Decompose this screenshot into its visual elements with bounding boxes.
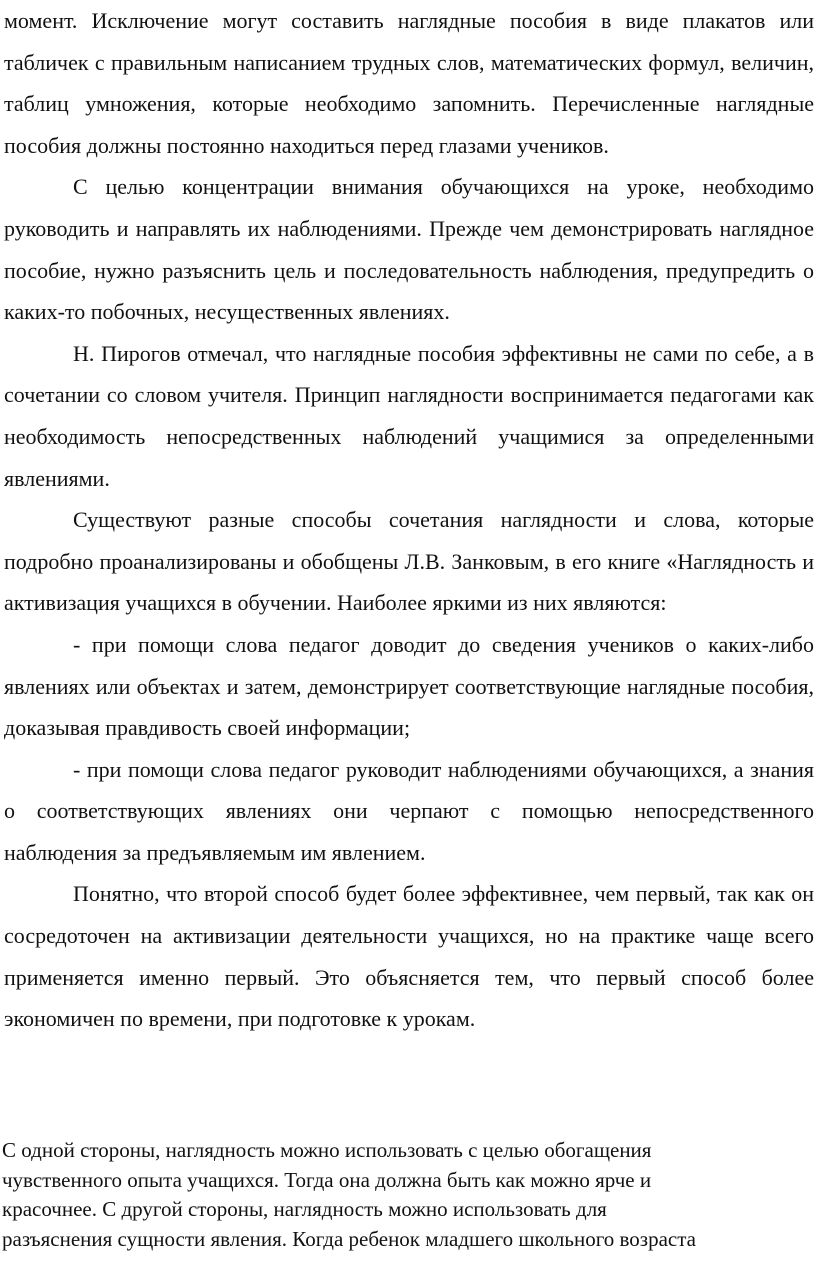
main-text-block — [4, 0, 814, 1040]
paragraph-continuation: момент. Исключение могут составить наглядные пособия в виде плакатов или табличек с правильным написанием трудных слов, математических формул, величин, таблиц умножения, которые необходимо запомнить. Перечисленные наглядные пособия должны постоянно находиться перед глазами учеников. — [4, 8, 814, 158]
tail-line: С одной стороны, наглядность можно использовать с целью обогащения — [2, 1138, 652, 1162]
tail-line: разъяснения сущности явления. Когда ребенок младшего школьного возраста — [2, 1226, 696, 1251]
tail-line: чувственного опыта учащихся. Тогда она должна быть как можно ярче и — [2, 1167, 652, 1192]
list-item-method-two: - при помощи слова педагог руководит наблюдениями обучающихся, а знания о соответствующих явлениях они черпают с помощью непосредственного наблюдения за предъявляемым им явлением. — [4, 756, 814, 865]
paragraph-concentration: С целью концентрации внимания обучающихся на уроке, необходимо руководить и направлять их наблюдениями. Прежде чем демонстрировать наглядное пособие, нужно разъяснить цель и последовательность наблюдения, предупредить о каких-то побочных, несущественных явлениях. — [4, 174, 814, 325]
paragraph-pirogov: Н. Пирогов отмечал, что наглядные пособия эффективны не сами по себе, а в сочетании со словом учителя. Принцип наглядности воспринимается педагогами как необходимость непосредственных наблюдений учащимися за определенными явлениями. — [4, 340, 814, 491]
list-item-method-one: - при помощи слова педагог доводит до сведения учеников о каких-либо явлениях или объектах и затем, демонстрирует соответствующие наглядные пособия, доказывая правдивость своей информации; — [4, 631, 814, 741]
tail-line: красочнее. С другой стороны, наглядность можно использовать для — [2, 1197, 607, 1221]
tail-text-block — [2, 1136, 814, 1254]
paragraph-comparison: Понятно, что второй способ будет более эффективнее, чем первый, так как он сосредоточен на активизации деятельности учащихся, но на практике чаще всего применяется именно первый. Это объясняется тем, что первый способ более экономичен по времени, при подготовке к урокам. — [4, 881, 814, 1032]
paragraph-zankov: Существуют разные способы сочетания наглядности и слова, которые подробно проанализированы и обобщены Л.В. Занковым, в его книге «Наглядность и активизация учащихся в обучении. Наиболее яркими из них являются: — [4, 507, 814, 616]
